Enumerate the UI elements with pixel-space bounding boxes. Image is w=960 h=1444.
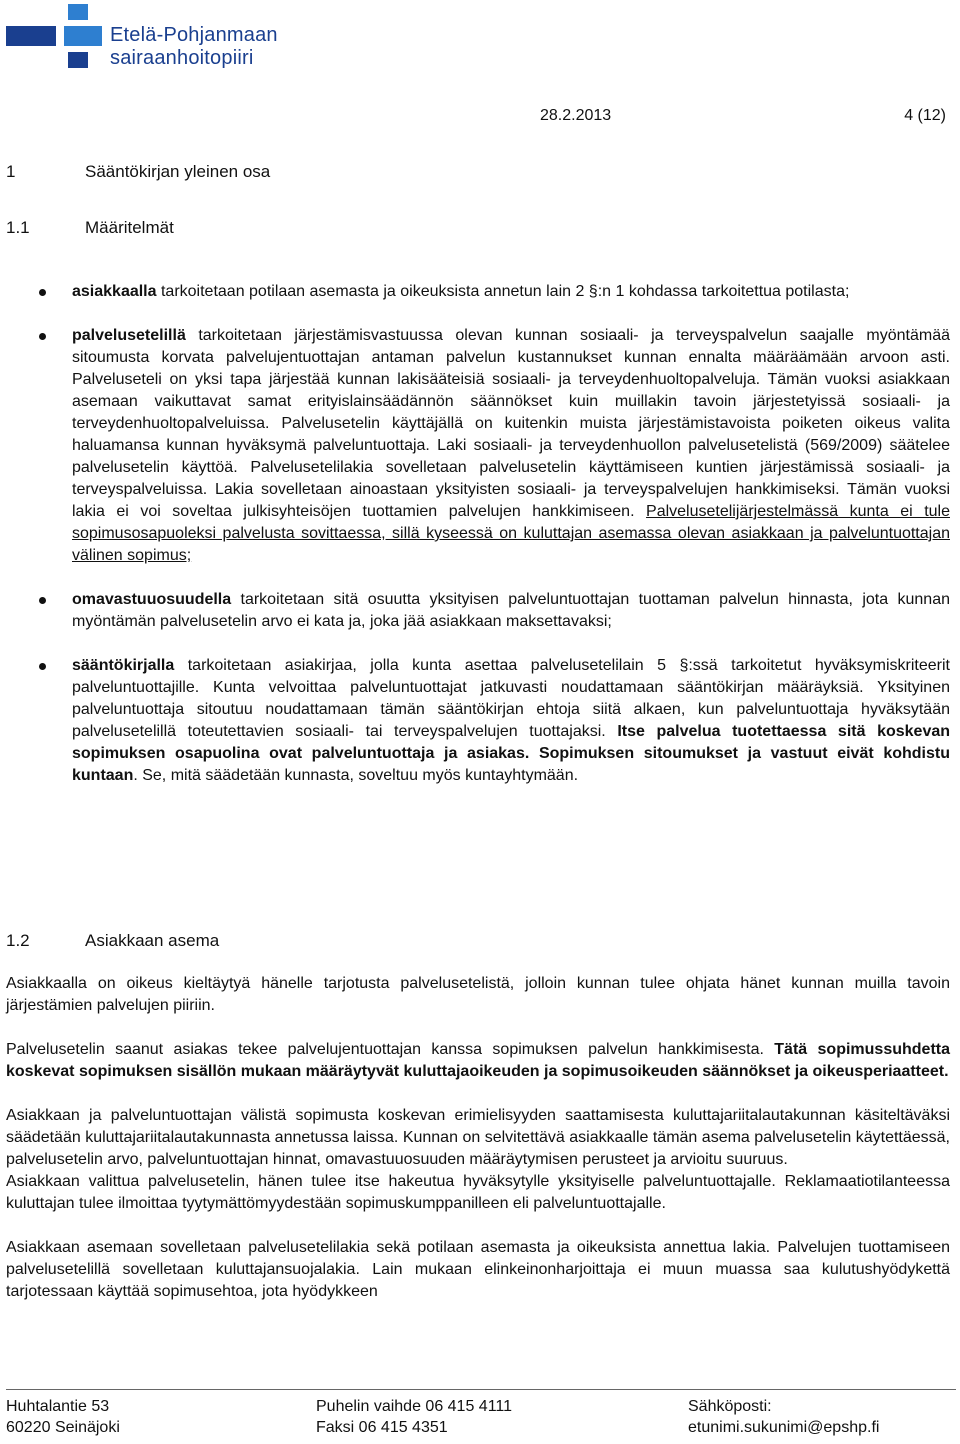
definition-term: omavastuuosuudella bbox=[72, 591, 232, 608]
paragraph: Asiakkaan ja palveluntuottajan välistä sopimusta koskevan erimielisyyden saattamisesta kuluttajariitalautakunnan käsiteltäväksi säädetään kuluttajariitalautakunnasta annetussa laissa. Kunnan on selvitettävä asiakkaalle tämän asema palvelusetelin käytettäessä, palvelusetelin arvo, palveluntuottajan hinnat, omavastuuosuuden määräytymisen perusteet ja arvioitu suuruus. bbox=[6, 1107, 950, 1168]
bullet-icon bbox=[39, 333, 46, 340]
definition-text: omavastuuosuudella tarkoitetaan sitä osuutta yksityisen palveluntuottajan tuottaman palvelun hinnasta, jota kunnan myöntämän palvelusetelin arvo ei kata ja, joka jää asiakkaan maksettavaksi; bbox=[72, 591, 950, 630]
definition-item bbox=[6, 325, 950, 567]
section-heading-1-2 bbox=[6, 930, 506, 952]
definition-term: sääntökirjalla bbox=[72, 657, 175, 674]
footer-switchboard: Puhelin vaihde 06 415 4111 bbox=[316, 1398, 513, 1415]
definition-term: asiakkaalla bbox=[72, 283, 157, 300]
logo-text bbox=[110, 24, 278, 70]
underlined-statement: Palvelusetelijärjestelmässä kunta ei tule sopimusosapuoleksi palvelusta sovittaessa, sillä kyseessä on kuluttajan asemassa olevan asiakkaan ja palveluntuottajan välinen sopimus; bbox=[72, 503, 950, 564]
bold-statement: Itse palvelua tuotettaessa sitä koskevan sopimuksen osapuolina ovat palveluntuottaja ja asiakas. Sopimuksen sitoumukset ja vastuut eivät kohdistu kuntaan bbox=[72, 723, 951, 784]
footer-email-label: Sähköposti: bbox=[688, 1398, 772, 1415]
section-number: 1.2 bbox=[6, 931, 30, 950]
section-title: Sääntökirjan yleinen osa bbox=[85, 162, 271, 181]
section-number: 1.1 bbox=[6, 218, 30, 237]
footer-email bbox=[688, 1396, 879, 1442]
organization-logo bbox=[6, 4, 306, 68]
bullet-icon bbox=[39, 663, 46, 670]
definition-text: sääntökirjalla tarkoitetaan asiakirjaa, jolla kunta asettaa palvelusetelilain 5 §:ssä tarkoitetut hyväksymiskriteerit palveluntuottajille. Kunta velvoittaa palveluntuottajat jatkuvasti noudattamaan sääntökirjan määräyksiä. Yksityinen palveluntuottaja sitoutuu noudattamaan tämän sääntökirjan ehtoja siitä alkaen, kun palveluntuottaja hyväksytään palvelusetelillä toteutettavien sosiaali- tai terveyspalvelujen tuottajaksi. Itse palvelua tuotettaessa sitä koskevan sopimuksen osapuolina ovat palveluntuottaja ja asiakas. Sopimuksen sitoumukset ja vastuut eivät kohdistu kuntaan. Se, mitä säädetään kunnasta, soveltuu myös kuntayhtymään. bbox=[72, 657, 951, 784]
paragraph: Asiakkaalla on oikeus kieltäytyä hänelle tarjotusta palvelusetelistä, jolloin kunnan tulee ohjata hänet kunnan muilla tavoin järjestämien palvelujen piiriin. bbox=[6, 975, 950, 1014]
footer-divider bbox=[6, 1389, 956, 1390]
bullet-icon bbox=[39, 289, 46, 296]
footer-address bbox=[6, 1396, 120, 1442]
section-title: Määritelmät bbox=[85, 218, 174, 237]
bullet-icon bbox=[39, 597, 46, 604]
section-title: Asiakkaan asema bbox=[85, 931, 220, 950]
section-heading-1-1 bbox=[6, 217, 506, 239]
page-meta bbox=[540, 105, 946, 127]
definition-text: asiakkaalla tarkoitetaan potilaan asemasta ja oikeuksista annetun lain 2 §:n 1 kohdassa tarkoitettua potilasta; bbox=[72, 283, 850, 300]
paragraph: Asiakkaan asemaan sovelletaan palvelusetelilakia sekä potilaan asemasta ja oikeuksista annettua lakia. Palvelujen tuottamiseen palvelusetelillä sovelletaan kuluttajansuojalakia. Lain mukaan elinkeinonharjoittaja ei muun muassa saa kulutushyödykettä tarjotessaan käyttää sopimusehtoa, jota hyödykkeen bbox=[6, 1239, 950, 1300]
logo-mark-icon bbox=[6, 4, 102, 68]
bold-statement: Tätä sopimussuhdetta koskevat sopimuksen sisällön mukaan määräytyvät kuluttajaoikeuden ja sopimusoikeuden säännökset ja oikeusperiaatteet. bbox=[6, 1041, 950, 1080]
definition-item bbox=[6, 589, 950, 633]
footer-city: 60220 Seinäjoki bbox=[6, 1419, 120, 1436]
paragraph: Asiakkaan valittua palvelusetelin, hänen tulee itse hakeutua hyväksytylle yksityiselle palveluntuottajalle. Reklamaatiotilanteessa kuluttajan tulee ilmoittaa tyytymättömyydestään sopimuskumppanilleen eli palveluntuottajalle. bbox=[6, 1173, 950, 1212]
definition-text: palvelusetelillä tarkoitetaan järjestämisvastuussa olevan kunnan sosiaali- ja terveyspalvelun saajalle myöntämää sitoumusta korvata palvelujentuottajan antaman palvelun kustannukset kunnan ennalta määräämään arvoon asti. Palveluseteli on yksi tapa järjestää kunnan lakisääteisiä sosiaali- ja terveydenhuoltopalveluja. Tämän vuoksi asiakkaan asemaan vaikuttavat samat erityislainsäädännön säännökset kuin muillakin tavoin järjestetyissä sosiaali- ja terveydenhuoltopalveluissa. Palvelusetelin käyttäjällä on kuitenkin muista järjestämistavoista poiketen oikeus valita haluamansa kunnan hyväksymä palveluntuottaja. Laki sosiaali- ja terveydenhuollon palvelusetelistä (569/2009) säätelee palvelusetelin käyttöä. Palvelusetelilakia sovelletaan palvelusetelin käyttämiseen kuntien järjestämissä sosiaali- ja terveyspalveluissa. Lakia sovelletaan ainoastaan yksityisten sosiaali- ja terveyspalvelujen hankkimiseksi. Tämän vuoksi lakia ei voi soveltaa julkisyhteisöjen tuottamien palvelujen hankkimiseen. Palvelusetelijärjestelmässä kunta ei tule sopimusosapuoleksi palvelusta sovittaessa, sillä kyseessä on kuluttajan asemassa olevan asiakkaan ja palveluntuottajan välinen sopimus; bbox=[72, 327, 950, 564]
footer-phone bbox=[316, 1396, 512, 1442]
definition-item bbox=[6, 655, 950, 787]
logo-line-2: sairaanhoitopiiri bbox=[110, 47, 254, 69]
definitions-list bbox=[6, 281, 950, 809]
definition-term: palvelusetelillä bbox=[72, 327, 186, 344]
footer-email-address[interactable]: etunimi.sukunimi@epshp.fi bbox=[688, 1419, 880, 1436]
logo-line-1: Etelä-Pohjanmaan bbox=[110, 24, 278, 46]
section-number: 1 bbox=[6, 162, 16, 181]
document-date: 28.2.2013 bbox=[540, 107, 612, 124]
section-heading-1 bbox=[6, 161, 506, 183]
paragraph: Palvelusetelin saanut asiakas tekee palvelujentuottajan kanssa sopimuksen palvelun hankkimisesta. Tätä sopimussuhdetta koskevat sopimuksen sisällön mukaan määräytyvät kuluttajaoikeuden ja sopimusoikeuden säännökset ja oikeusperiaatteet. bbox=[6, 1041, 950, 1080]
body-section-1-2 bbox=[6, 973, 950, 1325]
page-number: 4 (12) bbox=[904, 107, 946, 124]
footer-fax: Faksi 06 415 4351 bbox=[316, 1419, 448, 1436]
definition-item bbox=[6, 281, 950, 303]
footer-street: Huhtalantie 53 bbox=[6, 1398, 110, 1415]
